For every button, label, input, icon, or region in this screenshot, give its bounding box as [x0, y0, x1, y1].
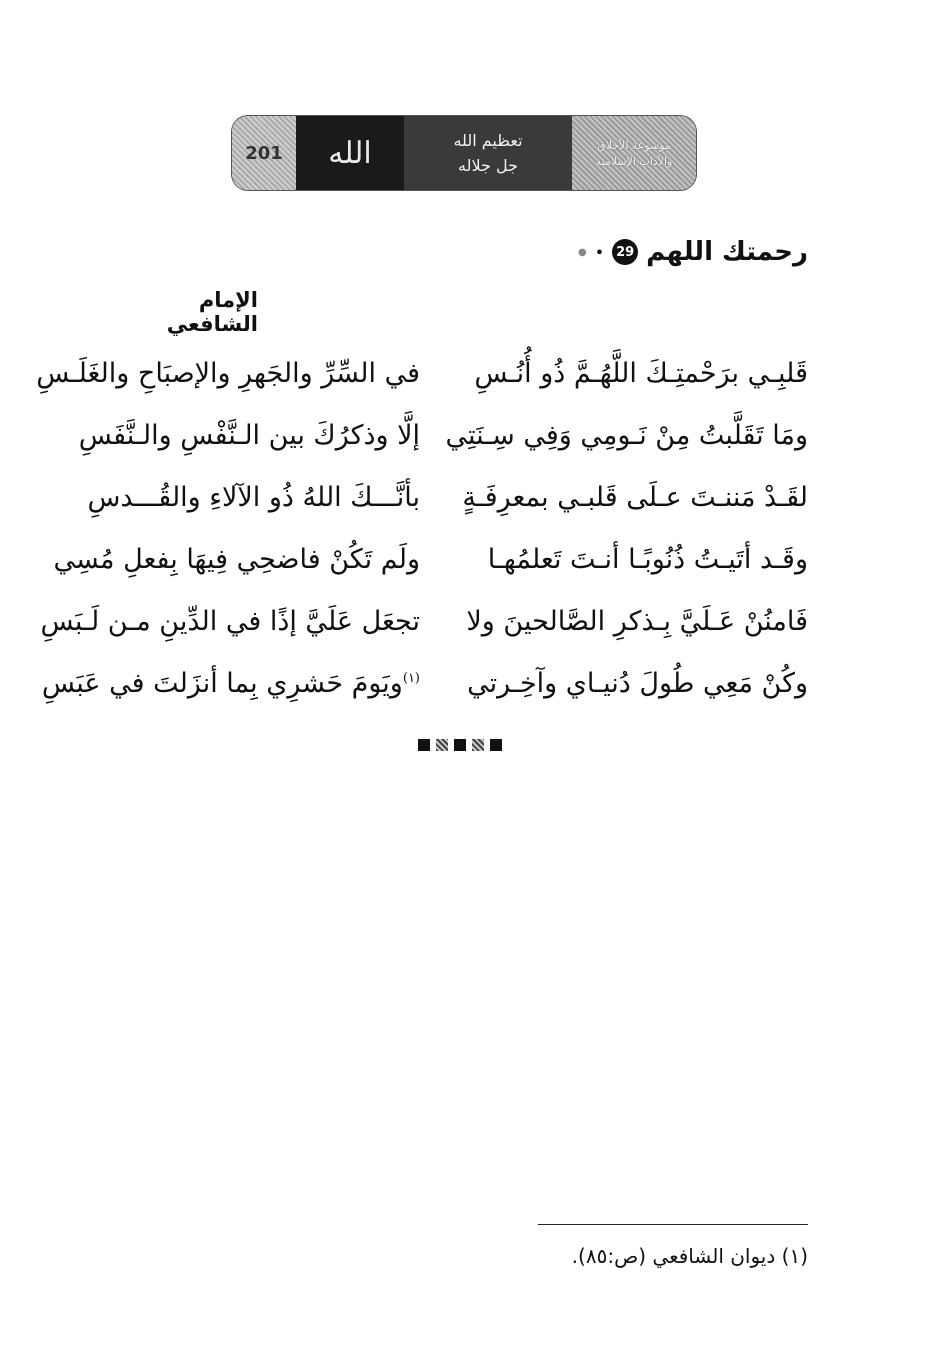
ornament-square-icon — [418, 739, 430, 751]
calligraphy-logo: الله — [296, 116, 404, 190]
bullet-icon: • — [594, 242, 605, 262]
poem-verse — [40, 590, 808, 652]
ornament-square-icon — [490, 739, 502, 751]
footnote-divider — [538, 1224, 808, 1225]
series-title-line2: والآداب الإسلامية — [595, 154, 673, 168]
ornament-square-icon — [454, 739, 466, 751]
chapter-title-line2: جل جلاله — [458, 156, 518, 175]
section-heading — [578, 237, 814, 267]
ornament-square-icon — [472, 739, 484, 751]
series-title — [572, 116, 696, 190]
poem-verse — [78, 404, 808, 466]
chapter-title-line1: تعظيم الله — [453, 131, 523, 150]
series-title-line1: موسوعة الأخلاق — [597, 138, 671, 152]
verse-first-hemistich: قَلبِـي برَحْمتِـكَ اللَّهُـمَّ ذُو أُنُـسِ — [474, 357, 808, 389]
verse-first-hemistich: وقَـد أتَيـتُ ذُنُوبًـا أنـتَ تَعلمُهـا — [487, 543, 808, 575]
small-dot-icon: ● — [577, 246, 587, 258]
page-number: 201 — [232, 116, 296, 190]
verse-second-hemistich: إلَّا وذكرُكَ بين الـنَّفْسِ والـنَّفَسِ — [78, 419, 420, 451]
footnote: (١) ديوان الشافعي (ص:٨٥). — [571, 1244, 808, 1268]
poem-verse — [53, 528, 808, 590]
verse-second-hemistich: ولَم تَكُنْ فاضحِي فِيهَا بِفعلِ مُسِي — [53, 543, 420, 575]
poem — [36, 342, 808, 714]
footnote-marker: (١) — [402, 670, 420, 686]
chapter-title — [404, 116, 572, 190]
verse-second-hemistich-text: ويَومَ حَشرِي بِما أنزَلتَ في عَبَسِ — [41, 667, 403, 699]
section-title: رحمتك اللهم — [646, 237, 808, 267]
verse-first-hemistich: فَامنُنْ عَـلَيَّ بِـذكرِ الصَّالحينَ ولا — [466, 605, 808, 637]
verse-second-hemistich: تجعَل عَلَيَّ إذًا في الدِّينِ مـن لَـبَسِ — [40, 605, 420, 637]
poem-verse — [41, 652, 808, 714]
verse-second-hemistich: بأنَّـــكَ اللهُ ذُو الآلاءِ والقُـــدسِ — [87, 481, 420, 513]
verse-second-hemistich — [41, 667, 420, 699]
verse-first-hemistich: لقَـدْ مَننـتَ عـلَى قَلبـي بمعرِفَـةٍ — [462, 481, 808, 513]
header-banner — [232, 116, 696, 190]
verse-first-hemistich: وكُنْ مَعِي طُولَ دُنيـاي وآخِـرتي — [467, 667, 808, 699]
ornament-separator — [418, 739, 502, 751]
verse-second-hemistich: في السِّرِّ والجَهرِ والإصبَاحِ والغَلَـسِ — [36, 357, 420, 389]
verse-first-hemistich: ومَا تَقَلَّبتُ مِنْ نَـومِي وَفِي سِـنَتِي — [445, 419, 808, 451]
poem-verse — [36, 342, 808, 404]
poem-verse — [87, 466, 808, 528]
section-number: 29 — [612, 239, 638, 265]
poem-author: الإمام الشافعي — [166, 288, 258, 336]
ornament-square-icon — [436, 739, 448, 751]
